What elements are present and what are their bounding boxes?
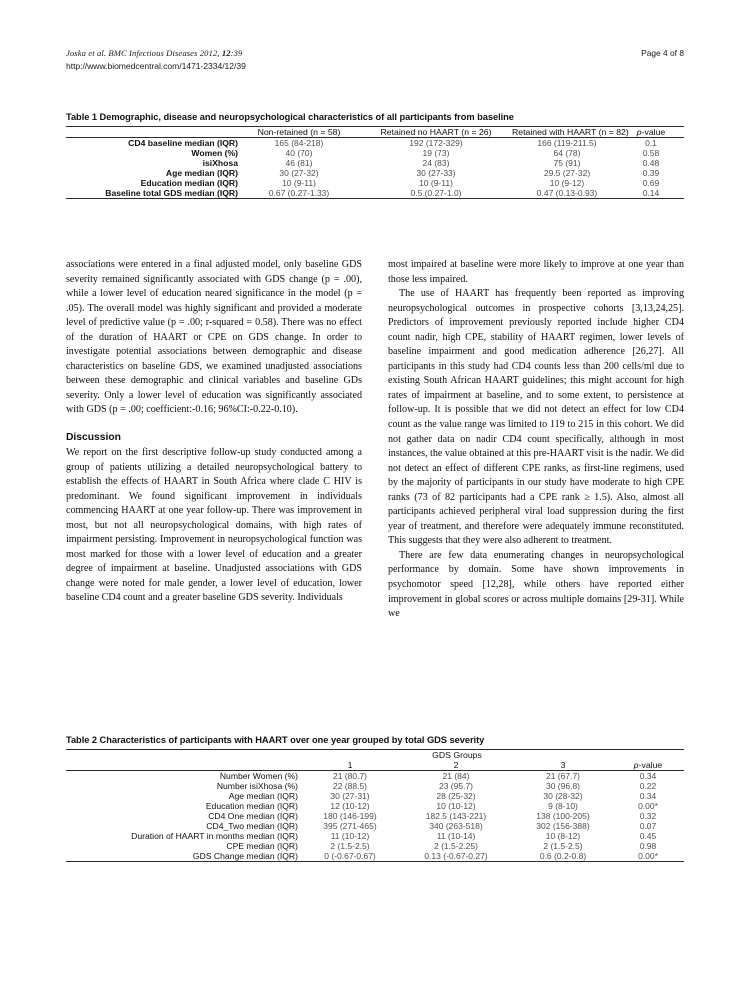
table-2-row-0-label: Number Women (%) — [219, 771, 298, 781]
table-2-row-5-g2: 340 (263-518) — [429, 821, 483, 831]
table-1-row-2-label: isiXhosa — [202, 158, 238, 168]
table-row — [66, 771, 684, 782]
running-head — [66, 48, 684, 71]
table-2-row-2-pvalue: 0.34 — [639, 791, 657, 801]
left-column — [66, 258, 362, 622]
table-1-header-row — [66, 127, 684, 138]
table-1-row-1-label: Women (%) — [191, 148, 238, 158]
table-row — [66, 831, 684, 841]
right-paragraph-2: The use of HAART has frequently been reported as improving neuropsychological outcomes in prospective cohorts [3,13,24,25]. Predictors of improvement previously reported include higher CD4 count nadir, high CPE, stability of HAART regimen, lower levels of baseline impairment and good medication adherence [26,27]. All participants in this study had CD4 counts less than 200 cells/ml due to existing South African HAART guidelines; this might account for high rates of impairment at baseline, and to some extent, to persistence at follow-up. It is possible that we did not detect an effect for low CD4 count as the value range was limited to 119 to 215 in this cohort. We did not gather data on nadir CD4 count specifically, although in most instances, the value obtained at this pre-HAART visit is the nadir. We did not detect an effect of different CPE ranks, as first-line regimens, used by the majority of participants in our study have moderate to high CPE ranks (73 of 82 participants had a CPE rank ≥ 1.5). Also, almost all participants achieved peripheral viral load suppression during the first year of treatment, and therefore were adequately immune reconstituted. This suggests that they were also adherent to treatment. — [388, 288, 684, 547]
table-2-row-0-g2: 21 (84) — [442, 771, 470, 781]
table-row — [66, 811, 684, 821]
table-1-row-5-label: Baseline total GDS median (IQR) — [105, 188, 238, 198]
table-1-block — [66, 112, 684, 199]
table-1-col-0 — [66, 127, 238, 138]
table-2-group-spacer — [66, 750, 298, 761]
table-row — [66, 168, 684, 178]
table-1-row-3-label: Age median (IQR) — [165, 168, 238, 178]
table-2-row-6-g2: 11 (10-14) — [436, 831, 476, 841]
table-1-row-5-retained-with-haart: 0.47 (0.13-0.93) — [536, 188, 598, 198]
table-1-row-1-non-retained: 40 (70) — [285, 148, 313, 158]
table-row — [66, 841, 684, 851]
table-2-col-0 — [66, 760, 298, 771]
table-2-row-3-label: Education median (IQR) — [205, 801, 298, 811]
table-2-row-1-g2: 23 (95.7) — [438, 781, 474, 791]
article-url[interactable]: http://www.biomedcentral.com/1471-2334/12/39 — [66, 61, 246, 71]
table-row — [66, 138, 684, 149]
right-column — [388, 258, 684, 622]
table-2-row-1-label: Number isiXhosa (%) — [216, 781, 298, 791]
table-2-group-header: GDS Groups — [432, 750, 482, 760]
citation-prefix: Joska et al. BMC Infectious Diseases 2012, — [66, 48, 222, 58]
table-2-row-4-g2: 182.5 (143-221) — [425, 811, 487, 821]
table-1-row-1-retained-with-haart: 64 (78) — [553, 148, 581, 158]
left-paragraph-1: associations were entered in a final adjusted model, only baseline GDS severity remained significantly associated with GDS change (p = .00), while a lower level of education neared significance in the model (p = .05). The overall model was highly significant and provided a moderate level of predictive value (p = .00; r-squared = 0.58). There was no effect of the duration of HAART or CPE on GDS change. In order to investigate potential associations between demographic and disease characteristics on baseline GDS, we examined unadjusted associations between these demographic and clinical variables and baseline GDs severity. Only a lower level of education was significantly associated with GDS (p = .00; coefficient:-0.16; 96%CI:-0.22-0.10). — [66, 259, 362, 416]
table-2-row-1-g3: 30 (96.8) — [545, 781, 581, 791]
right-paragraph-1: most impaired at baseline were more likely to improve at one year than those less impaired. — [388, 259, 684, 285]
table-1-col-2: Retained no HAART (n = 26) — [380, 127, 492, 137]
table-1-row-4-pvalue: 0.69 — [642, 178, 660, 188]
table-1-row-4-retained-with-haart: 10 (9-12) — [549, 178, 585, 188]
table-2-row-1-g1: 22 (88.5) — [332, 781, 368, 791]
table-2-row-0-g1: 21 (80.7) — [332, 771, 368, 781]
table-2-col-1: 1 — [347, 760, 353, 770]
table-2-row-2-g3: 30 (28-32) — [543, 791, 583, 801]
pvalue-italic-p: p — [636, 127, 642, 137]
table-2-row-5-g3: 302 (156-388) — [536, 821, 590, 831]
table-2-row-7-g2: 2 (1.5-2.25) — [434, 841, 478, 851]
table-1-row-0-pvalue: 0.1 — [645, 138, 657, 148]
table-1-row-2-pvalue: 0.48 — [642, 158, 660, 168]
table-2-row-5-label: CD4_Two median (IQR) — [206, 821, 298, 831]
discussion-heading: Discussion — [66, 432, 121, 444]
table-1-row-0-label: CD4 baseline median (IQR) — [128, 138, 238, 148]
citation-line — [66, 48, 242, 58]
table-2-body — [66, 771, 684, 862]
table-1-col-3: Retained with HAART (n = 82) — [512, 127, 629, 137]
table-2-row-4-g3: 138 (100-205) — [536, 811, 590, 821]
table-1-row-0-retained-with-haart: 166 (119-211.5) — [537, 138, 597, 148]
table-2-row-0-pvalue: 0.34 — [639, 771, 657, 781]
table-2-header-row — [66, 760, 684, 771]
table-2-row-4-label: CD4 One median (IQR) — [208, 811, 298, 821]
table-row — [66, 178, 684, 188]
table-row — [66, 158, 684, 168]
table-2-row-7-g1: 2 (1.5-2.5) — [330, 841, 370, 851]
table-1-row-2-retained-no-haart: 24 (83) — [422, 158, 450, 168]
table-2-col-2: 2 — [453, 760, 459, 770]
table-1-row-1-pvalue: 0.58 — [642, 148, 660, 158]
table-1-col-1: Non-retained (n = 58) — [257, 127, 341, 137]
table-1-row-5-pvalue: 0.14 — [642, 188, 660, 198]
table-1-row-2-non-retained: 46 (81) — [285, 158, 313, 168]
table-row — [66, 821, 684, 831]
table-2-row-5-pvalue: 0.07 — [639, 821, 657, 831]
table-1-row-4-non-retained: 10 (9-11) — [282, 178, 316, 188]
table-2-row-2-g1: 30 (27-31) — [330, 791, 370, 801]
table-1-row-5-retained-no-haart: 0.5 (0.27-1.0) — [410, 188, 462, 198]
citation-suffix: :39 — [230, 48, 243, 58]
table-2-row-3-g1: 12 (10-12) — [330, 801, 370, 811]
table-2-row-7-g3: 2 (1.5-2.5) — [543, 841, 583, 851]
table-2-row-3-pvalue: 0.00* — [638, 801, 658, 811]
left-paragraph-2: We report on the first descriptive follow-up study conducted among a group of patients utilizing a detailed neuropsychological battery to establish the effects of HAART in South Africa where clade C HIV is predominant. We found significant improvement in individuals commencing HAART at one year follow-up. There was improvement in most, but not all neuropsychological domains, with high rates of impairment persisting. Improvement in neuropsychological function was most marked for those with a lower level of education and a greater degree of impairment at baseline. Unadjusted associations with GDS change were noted for male gender, a lower level of education, lower baseline CD4 count and a greater baseline GDS severity. Individuals — [66, 447, 362, 604]
table-2-col-3: 3 — [560, 760, 566, 770]
table-2-row-0-g3: 21 (67.7) — [545, 771, 581, 781]
table-2-row-8-g3: 0.6 (0.2-0.8) — [539, 851, 587, 861]
table-1-caption: Table 1 Demographic, disease and neuropsychological characteristics of all participants from baseline — [66, 112, 514, 122]
table-1-row-3-retained-no-haart: 30 (27-33) — [416, 168, 456, 178]
pvalue-italic-p: p — [633, 760, 639, 770]
citation-volume: 12 — [221, 48, 231, 58]
table-2-row-2-label: Age median (IQR) — [228, 791, 298, 801]
pvalue-rest: -value — [641, 127, 666, 137]
table-2-col-pvalue — [616, 760, 684, 771]
table-2-row-7-pvalue: 0.98 — [639, 841, 657, 851]
table-row — [66, 188, 684, 199]
table-2-row-3-g2: 10 (10-12) — [436, 801, 476, 811]
table-1 — [66, 126, 684, 199]
table-row — [66, 791, 684, 801]
table-2-row-6-g1: 11 (10-12) — [330, 831, 370, 841]
table-1-row-0-non-retained: 165 (84-218) — [274, 138, 324, 148]
table-2-caption: Table 2 Characteristics of participants with HAART over one year grouped by total GDS severity — [66, 735, 485, 745]
table-row — [66, 851, 684, 862]
table-1-row-5-non-retained: 0.67 (0.27-1.33) — [268, 188, 330, 198]
table-2-row-8-pvalue: 0.00* — [638, 851, 658, 861]
table-row — [66, 801, 684, 811]
table-1-row-3-non-retained: 30 (27-32) — [279, 168, 319, 178]
table-1-row-0-retained-no-haart: 192 (172-329) — [409, 138, 463, 148]
table-1-row-4-retained-no-haart: 10 (9-11) — [419, 178, 453, 188]
table-1-row-3-pvalue: 0.39 — [642, 168, 660, 178]
table-2-row-5-g1: 395 (271-465) — [323, 821, 377, 831]
table-1-row-1-retained-no-haart: 19 (73) — [422, 148, 450, 158]
table-2-row-6-label: Duration of HAART in months median (IQR) — [131, 831, 298, 841]
table-2-group-header-row — [66, 750, 684, 761]
table-2-group-spacer-right — [616, 750, 684, 761]
table-2-row-4-g1: 180 (146-199) — [323, 811, 377, 821]
pvalue-rest: -value — [638, 760, 663, 770]
table-row — [66, 148, 684, 158]
table-2-row-8-label: GDS Change median (IQR) — [192, 851, 298, 861]
table-1-col-pvalue — [622, 127, 684, 138]
table-1-body — [66, 138, 684, 199]
table-2-row-6-g3: 10 (8-12) — [545, 831, 581, 841]
body-columns — [66, 258, 684, 622]
table-2 — [66, 749, 684, 862]
table-2-row-4-pvalue: 0.32 — [639, 811, 657, 821]
table-2-row-6-pvalue: 0.45 — [639, 831, 657, 841]
page-indicator: Page 4 of 8 — [641, 48, 684, 58]
right-paragraph-3: There are few data enumerating changes in neuropsychological performance by domain. Some have shown improvements in psychomotor speed [12,28], while others have reported either improvement in global scores or across multiple domains [29-31]. While we — [388, 549, 684, 620]
table-2-row-7-label: CPE median (IQR) — [226, 841, 298, 851]
table-1-row-2-retained-with-haart: 75 (91) — [553, 158, 581, 168]
table-2-row-3-g3: 9 (8-10) — [548, 801, 578, 811]
table-2-row-8-g2: 0.13 (-0.67-0.27) — [424, 851, 488, 861]
table-1-row-3-retained-with-haart: 29.5 (27-32) — [543, 168, 591, 178]
table-2-row-2-g2: 28 (25-32) — [436, 791, 476, 801]
table-2-row-8-g1: 0 (-0.67-0.67) — [324, 851, 376, 861]
table-2-row-1-pvalue: 0.22 — [639, 781, 657, 791]
table-2-block — [66, 735, 684, 862]
table-row — [66, 781, 684, 791]
table-1-row-4-label: Education median (IQR) — [140, 178, 238, 188]
